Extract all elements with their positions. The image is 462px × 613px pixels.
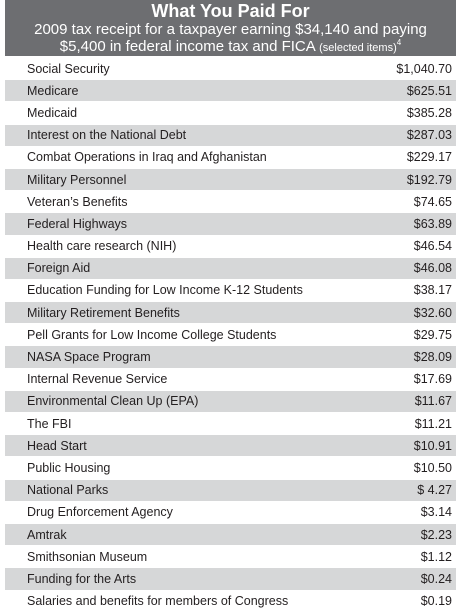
table-row: [5, 125, 456, 147]
item-label: Public Housing: [27, 460, 111, 475]
item-amount: $29.75: [413, 327, 452, 342]
item-label: Pell Grants for Low Income College Students: [27, 327, 277, 342]
item-label: Interest on the National Debt: [27, 128, 187, 143]
item-amount: $385.28: [406, 105, 452, 120]
item-amount: $287.03: [406, 128, 452, 143]
table-title: What You Paid For: [151, 1, 310, 21]
item-amount: $10.50: [413, 460, 452, 475]
item-amount: $229.17: [406, 150, 452, 165]
table-row: [5, 258, 456, 280]
table-row: [5, 435, 456, 457]
item-label: Medicare: [27, 83, 79, 98]
item-label: The FBI: [27, 416, 72, 431]
item-label: Veteran’s Benefits: [27, 194, 128, 209]
table-row: [5, 147, 456, 169]
item-amount: $63.89: [413, 216, 452, 231]
subtitle-small-text: (selected items): [319, 42, 397, 54]
footnote-mark: 4: [396, 38, 402, 47]
item-label: Drug Enforcement Agency: [27, 505, 173, 520]
item-label: Education Funding for Low Income K-12 Students: [27, 283, 303, 298]
item-amount: $1.12: [420, 549, 452, 564]
table-row: [5, 280, 456, 302]
item-amount: $0.19: [420, 594, 452, 609]
item-amount: $11.21: [414, 416, 452, 431]
item-amount: $2.23: [420, 527, 452, 542]
item-amount: $74.65: [413, 194, 452, 209]
item-amount: $28.09: [413, 350, 452, 365]
item-amount: $192.79: [406, 172, 452, 187]
table-row: [5, 546, 456, 568]
table-row: [5, 80, 456, 102]
item-list: [5, 58, 456, 613]
table-row: [5, 324, 456, 346]
table-row: [5, 102, 456, 124]
item-amount: $46.54: [413, 239, 452, 254]
item-label: Smithsonian Museum: [27, 549, 148, 564]
item-amount: $46.08: [413, 261, 452, 276]
item-amount: $625.51: [406, 83, 452, 98]
table-row: [5, 502, 456, 524]
table-row: [5, 58, 456, 80]
table-row: [5, 346, 456, 368]
item-label: Internal Revenue Service: [27, 372, 168, 387]
item-amount: $3.14: [420, 505, 452, 520]
item-amount: $17.69: [413, 372, 452, 387]
item-label: NASA Space Program: [27, 350, 151, 365]
table-row: [5, 213, 456, 235]
item-label: Social Security: [27, 61, 110, 76]
item-amount: $ 4.27: [417, 483, 452, 498]
item-label: Funding for the Arts: [27, 571, 137, 586]
table-row: [5, 568, 456, 590]
table-row: [5, 391, 456, 413]
table-row: [5, 369, 456, 391]
table-row: [5, 236, 456, 258]
item-label: Federal Highways: [27, 216, 128, 231]
item-label: Combat Operations in Iraq and Afghanistan: [27, 150, 267, 165]
item-label: Military Personnel: [27, 172, 127, 187]
item-label: Salaries and benefits for members of Congress: [27, 594, 289, 609]
item-amount: $32.60: [413, 305, 452, 320]
subtitle-main-text: $5,400 in federal income tax and FICA: [59, 38, 315, 55]
item-label: Environmental Clean Up (EPA): [27, 394, 199, 409]
table-row: [5, 302, 456, 324]
table-row: [5, 480, 456, 502]
table-row: [5, 457, 456, 479]
item-label: Head Start: [27, 438, 87, 453]
table-row: [5, 191, 456, 213]
table-row: [5, 413, 456, 435]
item-label: Foreign Aid: [27, 261, 91, 276]
item-amount: $38.17: [413, 283, 452, 298]
table-subtitle-line2: [5, 38, 456, 57]
item-label: Military Retirement Benefits: [27, 305, 180, 320]
table-row: [5, 524, 456, 546]
item-amount: $0.24: [420, 571, 452, 586]
item-amount: $11.67: [414, 394, 452, 409]
table-header: [5, 0, 456, 56]
item-label: National Parks: [27, 483, 109, 498]
table-subtitle-line1: 2009 tax receipt for a taxpayer earning $34,140 and paying: [34, 21, 427, 38]
item-label: Medicaid: [27, 105, 78, 120]
item-amount: $1,040.70: [396, 61, 452, 76]
table-row: [5, 169, 456, 191]
table-row: [5, 591, 456, 613]
item-label: Health care research (NIH): [27, 239, 177, 254]
item-label: Amtrak: [27, 527, 67, 542]
item-amount: $10.91: [413, 438, 452, 453]
